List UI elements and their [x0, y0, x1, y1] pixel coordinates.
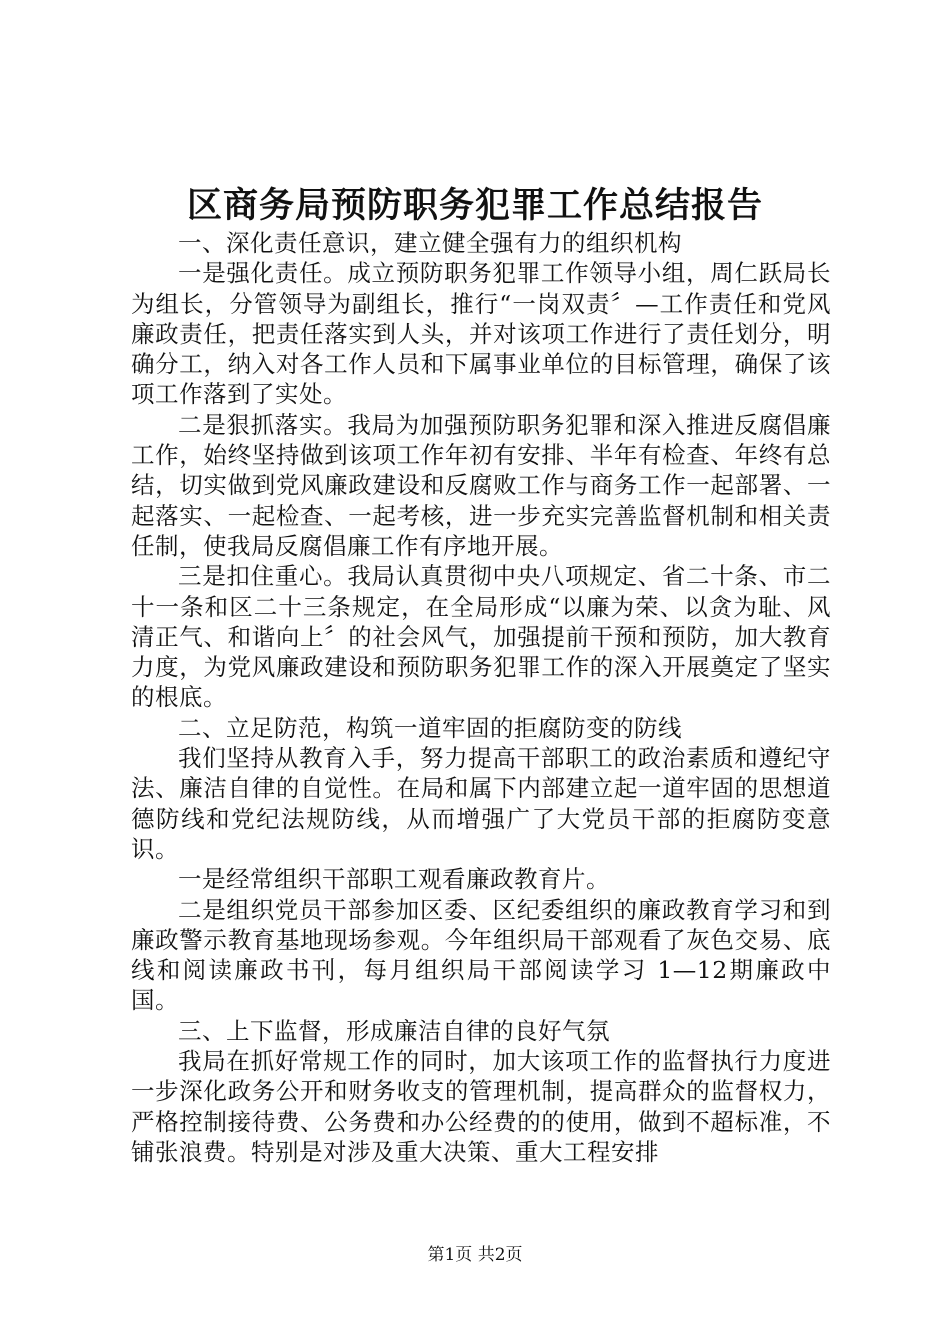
- paragraph: 我局在抓好常规工作的同时，加大该项工作的监督执行力度进一步深化政务公开和财务收支的管理机制，提高群众的监督权力，严格控制接待费、公务费和办公经费的的使用，做到不超标准，不铺张浪费。特别是对涉及重大决策、重大工程安排: [131, 1047, 831, 1166]
- document-title: 区商务局预防职务犯罪工作总结报告: [186, 185, 763, 226]
- section-heading-1: 一、深化责任意识，建立健全强有力的组织机构: [178, 229, 682, 257]
- section-heading-2: 二、立足防范，构筑一道牢固的拒腐防变的防线: [178, 713, 682, 742]
- paragraph: 一是强化责任。成立预防职务犯罪工作领导小组，周仁跃局长为组长，分管领导为副组长，推行“一岗双责〞—工作责任和党风廉政责任，把责任落实到人头，并对该项工作进行了责任划分，明确分工，纳入对各工作人员和下属事业单位的目标管理，确保了该项工作落到了实处。: [131, 259, 831, 409]
- paragraph: 三是扣住重心。我局认真贯彻中央八项规定、省二十条、市二十一条和区二十三条规定，在全局形成“以廉为荣、以贪为耻、风清正气、和谐向上〞的社会风气，加强提前干预和预防，加大教育力度，为党风廉政建设和预防职务犯罪工作的深入开展奠定了坚实的根底。: [131, 562, 831, 712]
- page-footer: 第1页 共2页: [427, 1245, 523, 1265]
- paragraph: 一是经常组织干部职工观看廉政教育片。: [178, 865, 610, 894]
- paragraph: 二是狠抓落实。我局为加强预防职务犯罪和深入推进反腐倡廉工作，始终坚持做到该项工作年初有安排、半年有检查、年终有总结，切实做到党风廉政建设和反腐败工作与商务工作一起部署、一起落实、一起检查、一起考核，进一步充实完善监督机制和相关责任制，使我局反腐倡廉工作有序地开展。: [131, 410, 831, 560]
- document-body: [131, 228, 831, 1167]
- section-heading-3: 三、上下监督，形成廉洁自律的良好气氛: [178, 1016, 610, 1045]
- paragraph: 二是组织党员干部参加区委、区纪委组织的廉政教育学习和到廉政警示教育基地现场参观。今年组织局干部观看了灰色交易、底线和阅读廉政书刊，每月组织局干部阅读学习 1—12期廉政中国。: [131, 895, 831, 1015]
- paragraph: 我们坚持从教育入手，努力提高干部职工的政治素质和遵纪守法、廉洁自律的自觉性。在局和属下内部建立起一道牢固的思想道德防线和党纪法规防线，从而增强广了大党员干部的拒腐防变意识。: [131, 744, 831, 863]
